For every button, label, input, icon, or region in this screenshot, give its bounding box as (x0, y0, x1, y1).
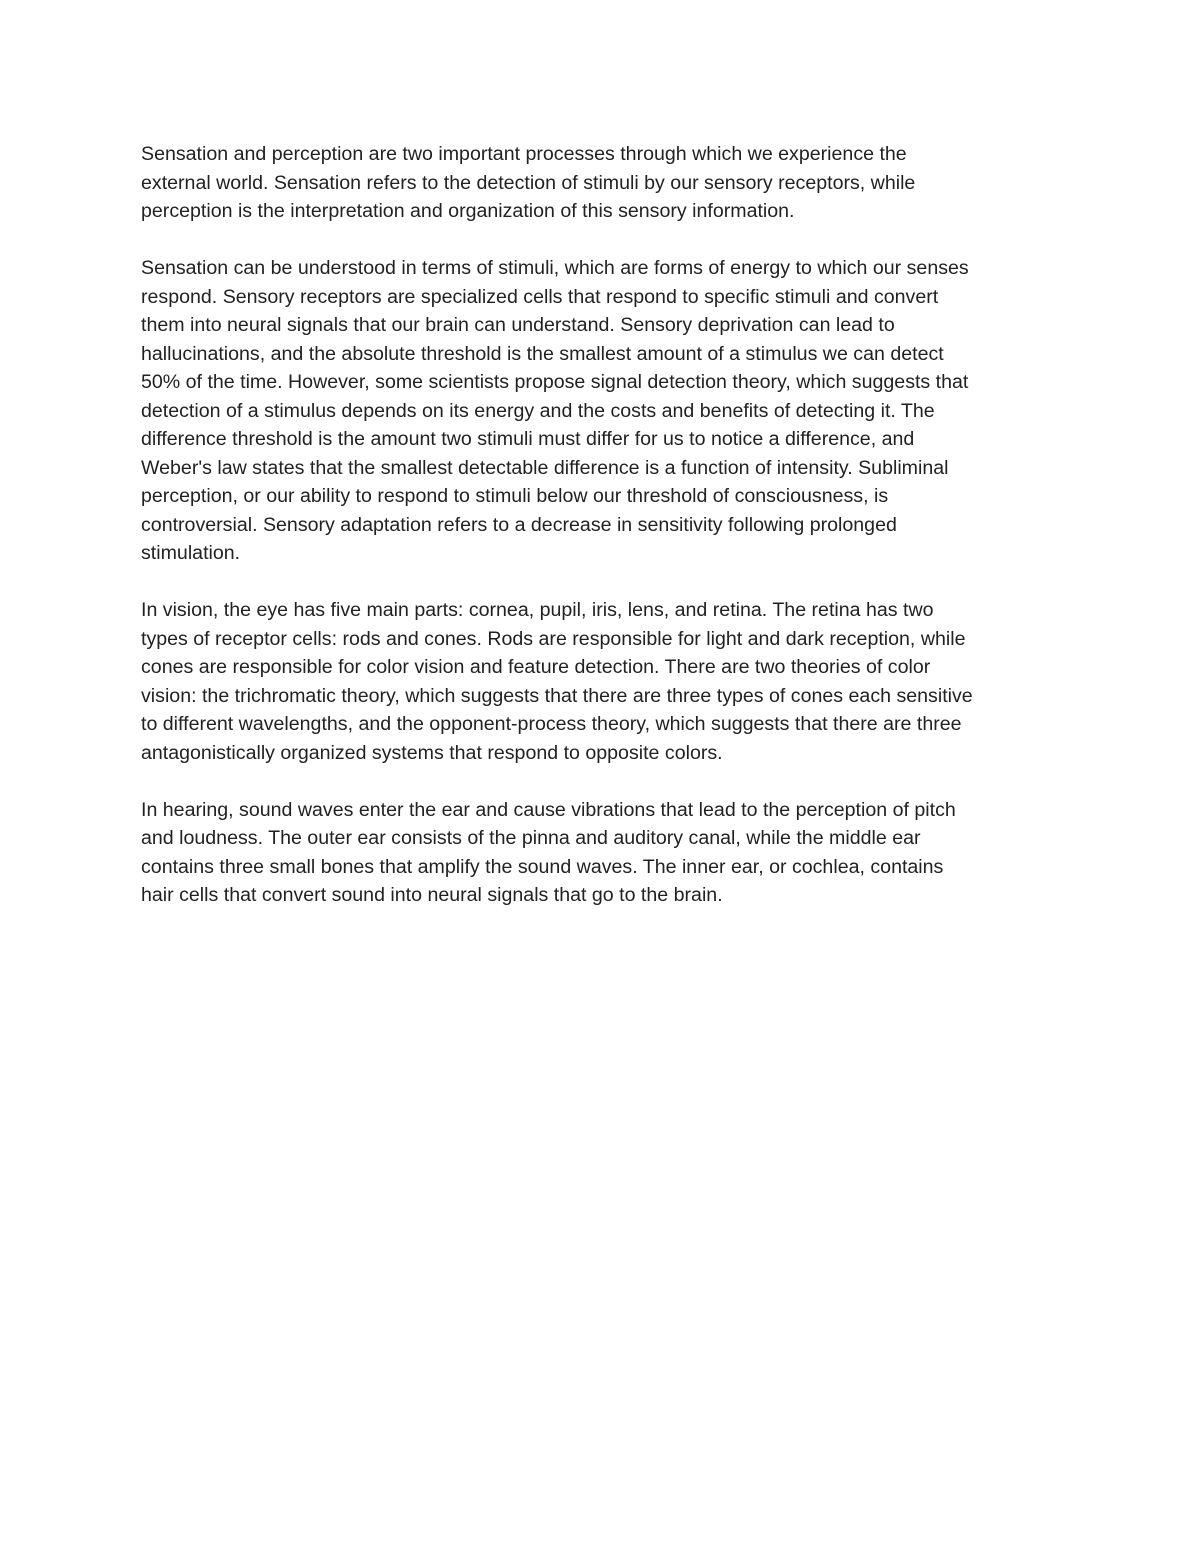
text-line: cones are responsible for color vision and feature detection. There are two theories of color (141, 656, 931, 678)
text-line: In vision, the eye has five main parts: cornea, pupil, iris, lens, and retina. The retina has two (141, 599, 934, 621)
text-line: and loudness. The outer ear consists of the pinna and auditory canal, while the middle ear (141, 827, 921, 849)
text-line: contains three small bones that amplify the sound waves. The inner ear, or cochlea, contains (141, 855, 944, 878)
text-line: respond. Sensory receptors are specialized cells that respond to specific stimuli and convert (141, 285, 939, 308)
text-line: types of receptor cells: rods and cones. Rods are responsible for light and dark reception, while (141, 627, 966, 650)
text-line: Sensation and perception are two important processes through which we experience the (141, 143, 907, 165)
text-line: stimulation. (141, 542, 241, 564)
paragraph-vision (141, 596, 1066, 767)
text-line: external world. Sensation refers to the detection of stimuli by our sensory receptors, while (141, 171, 916, 194)
paragraph-sensation-perception-intro (141, 140, 1066, 226)
text-line: antagonistically organized systems that respond to opposite colors. (141, 741, 723, 764)
text-line: Weber's law states that the smallest detectable difference is a function of intensity. Subliminal (141, 456, 949, 479)
text-line: 50% of the time. However, some scientists propose signal detection theory, which suggests that (141, 371, 969, 393)
paragraph-sensation-stimuli (141, 254, 1066, 568)
document-body (141, 140, 1066, 938)
text-line: detection of a stimulus depends on its energy and the costs and benefits of detecting it. The (141, 399, 935, 422)
text-line: hair cells that convert sound into neural signals that go to the brain. (141, 884, 723, 906)
text-line: controversial. Sensory adaptation refers to a decrease in sensitivity following prolonged (141, 513, 897, 536)
text-line: perception, or our ability to respond to stimuli below our threshold of consciousness, is (141, 485, 889, 507)
text-line: In hearing, sound waves enter the ear and cause vibrations that lead to the perception of pitch (141, 798, 956, 821)
paragraph-hearing (141, 796, 1066, 910)
text-line: difference threshold is the amount two stimuli must differ for us to notice a difference, and (141, 428, 915, 450)
text-line: hallucinations, and the absolute threshold is the smallest amount of a stimulus we can detect (141, 342, 944, 365)
text-line: Sensation can be understood in terms of stimuli, which are forms of energy to which our senses (141, 257, 969, 279)
text-line: perception is the interpretation and organization of this sensory information. (141, 200, 795, 222)
text-line: to different wavelengths, and the opponent-process theory, which suggests that there are three (141, 713, 962, 735)
text-line: vision: the trichromatic theory, which suggests that there are three types of cones each sensitive (141, 684, 973, 707)
text-line: them into neural signals that our brain can understand. Sensory deprivation can lead to (141, 314, 895, 336)
